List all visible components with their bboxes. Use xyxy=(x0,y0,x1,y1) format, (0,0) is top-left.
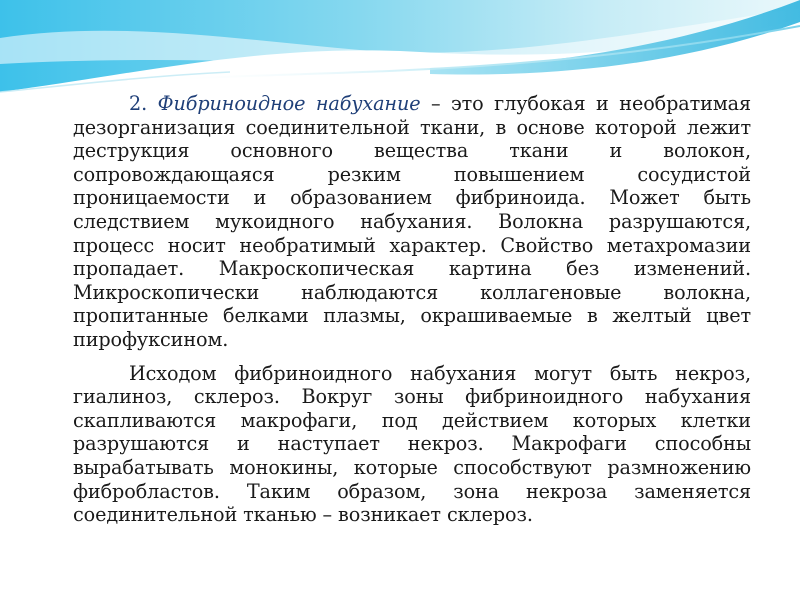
slide-body xyxy=(73,92,751,537)
term-heading: Фибриноидное набухание xyxy=(157,92,421,115)
paragraph-outcome: Исходом фибриноидного набухания могут быть некроз, гиалиноз, склероз. Вокруг зоны фибриноидного набухания скапливаются макрофаги, под действием которых клетки разрушаются и наступает некроз. Макрофаги способны вырабатывать монокины, которые способствуют размножению фибробластов. Таким образом, зона некроза заменяется соединительной тканью – возникает склероз. xyxy=(73,361,751,527)
paragraph-text: – это глубокая и необратимая дезорганизация соединительной ткани, в основе которой лежит деструкция основного вещества ткани и волокон, сопровождающаяся резким повышением сосудистой проницаемости и образованием фибриноида. Может быть следствием мукоидного набухания. Волокна разрушаются, процесс носит необратимый характер. Свойство метахромазии пропадает. Макроскопическая картина без изменений. Микроскопически наблюдаются коллагеновые волокна, пропитанные белками плазмы, окрашиваемые в желтый цвет пирофуксином. xyxy=(73,92,752,351)
paragraph-fibrinoid-swelling xyxy=(73,92,751,352)
item-number: 2. xyxy=(129,92,148,115)
